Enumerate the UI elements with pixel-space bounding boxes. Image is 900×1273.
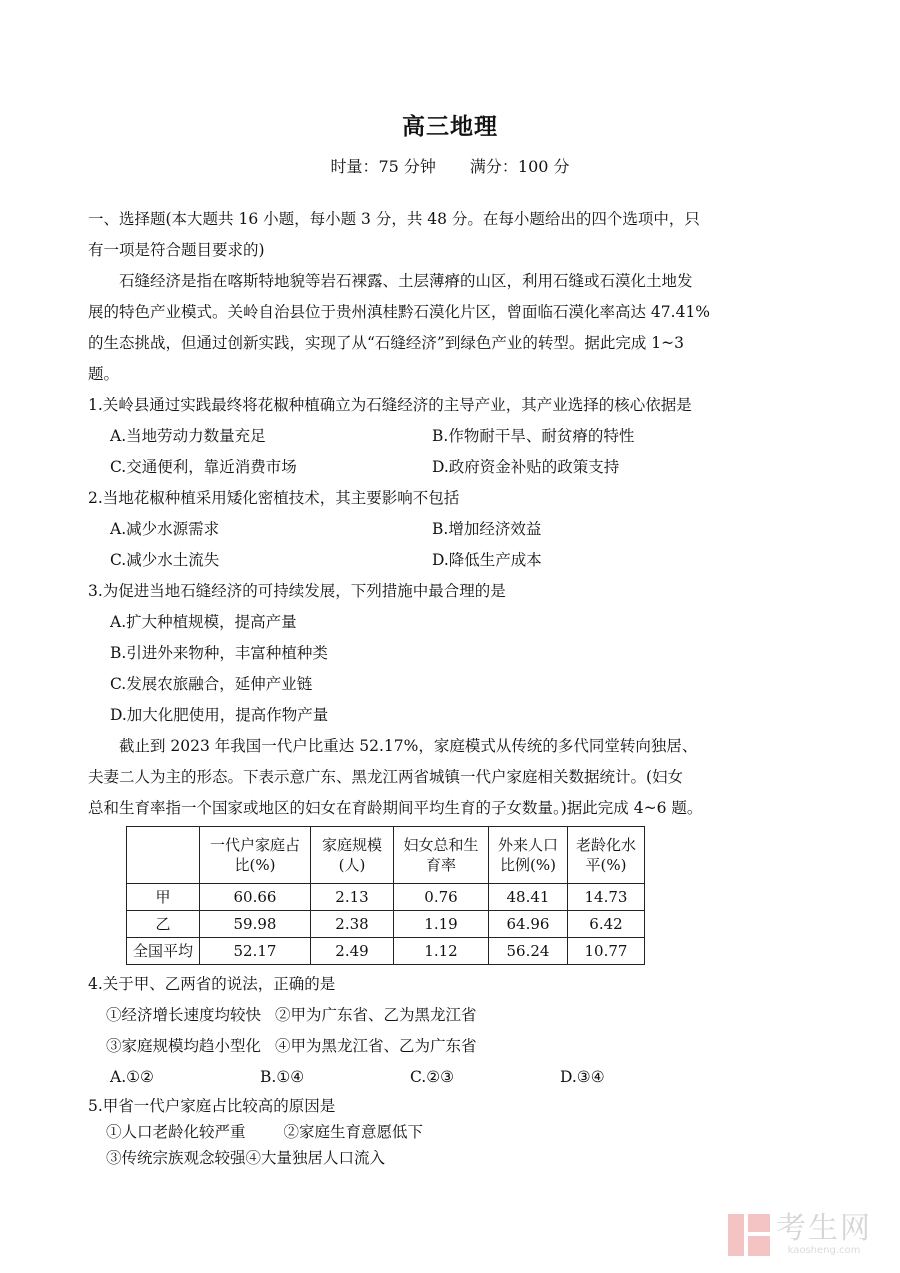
question-1-stem: 1.关岭县通过实践最终将花椒种植确立为石缝经济的主导产业，其产业选择的核心依据是 [88,396,692,414]
q4-option-d: D.③④ [560,1068,605,1086]
q2-option-b: B.增加经济效益 [432,520,542,538]
passage1-line4: 题。 [88,365,120,383]
q3-option-a: A.扩大种植规模，提高产量 [110,613,297,631]
q4-statement-1: ①经济增长速度均较快 [106,1006,262,1024]
household-data-table [126,826,645,965]
table-cell: 14.73 [568,884,645,911]
passage1-line2: 展的特色产业模式。关岭自治县位于贵州滇桂黔石漠化片区，曾面临石漠化率高达 47.41% [88,303,711,321]
q4-statement-4: ④甲为黑龙江省、乙为广东省 [275,1037,477,1055]
passage2-line3: 总和生育率指一个国家或地区的妇女在育龄期间平均生育的子女数量。)据此完成 4~6 题。 [88,799,703,817]
q3-option-d: D.加大化肥使用，提高作物产量 [110,706,329,724]
q1-option-b: B.作物耐干旱、耐贫瘠的特性 [432,427,635,445]
section-instructions-line2: 有一项是符合题目要求的) [88,241,265,259]
question-2-stem: 2.当地花椒种植采用矮化密植技术，其主要影响不包括 [88,489,460,507]
table-cell: 甲 [127,884,200,911]
q3-option-b: B.引进外来物种，丰富种植种类 [110,644,328,662]
question-2-options-row1 [88,514,808,545]
q3-option-c: C.发展农旅融合，延伸产业链 [110,675,313,693]
question-1-options-row1 [88,421,808,452]
q1-option-a: A.当地劳动力数量充足 [110,427,266,445]
table-cell: 1.12 [394,938,489,965]
q2-option-d: D.降低生产成本 [432,551,542,569]
full-score: 满分：100 分 [469,157,570,176]
time-limit: 时量：75 分钟 [330,157,436,176]
table-cell: 10.77 [568,938,645,965]
table-cell: 48.41 [489,884,568,911]
table-header-cell: 一代户家庭占比(%) [200,827,311,884]
question-2-options-row2 [88,545,808,576]
passage1-line3: 的生态挑战，但通过创新实践，实现了从“石缝经济”到绿色产业的转型。据此完成 1~3 [88,334,684,352]
q5-statements-row2 [88,1145,808,1171]
table-header-row [127,827,645,884]
table-cell: 2.49 [311,938,394,965]
q4-statement-3: ③家庭规模均趋小型化 [106,1037,262,1055]
q4-option-c: C.②③ [410,1068,455,1086]
table-header-cell: 妇女总和生育率 [394,827,489,884]
table-header-cell [127,827,200,884]
q2-option-a: A.减少水源需求 [110,520,220,538]
question-4-options [88,1062,808,1093]
table-cell: 56.24 [489,938,568,965]
question-3-stem: 3.为促进当地石缝经济的可持续发展，下列措施中最合理的是 [88,582,506,600]
exam-info [0,154,900,177]
passage1-line1: 石缝经济是指在喀斯特地貌等岩石裸露、土层薄瘠的山区，利用石缝或石漠化土地发 [119,272,693,290]
table-row [127,884,645,911]
q4-option-b: B.①④ [260,1068,305,1086]
q4-statements-row2 [88,1031,808,1062]
page-title: 高三地理 [402,114,498,140]
table-cell: 1.19 [394,911,489,938]
table-header-cell: 外来人口比例(%) [489,827,568,884]
watermark-logo-icon [728,1214,770,1256]
q5-statement-2: ②家庭生育意愿低下 [283,1123,424,1141]
watermark [728,1213,872,1257]
q4-statements-row1 [88,1000,808,1031]
table-cell: 59.98 [200,911,311,938]
q2-option-c: C.减少水土流失 [110,551,220,569]
table-cell: 60.66 [200,884,311,911]
table-cell: 52.17 [200,938,311,965]
q1-option-c: C.交通便利，靠近消费市场 [110,458,297,476]
q5-statement-4: ④大量独居人口流入 [245,1149,386,1167]
question-5-stem: 5.甲省一代户家庭占比较高的原因是 [88,1097,336,1115]
q4-option-a: A.①② [110,1068,154,1086]
q5-statement-1: ①人口老龄化较严重 [106,1123,246,1141]
question-4-stem: 4.关于甲、乙两省的说法，正确的是 [88,975,336,993]
q5-statements-row1 [88,1119,808,1145]
q1-option-d: D.政府资金补贴的政策支持 [432,458,620,476]
table-cell: 2.13 [311,884,394,911]
table-cell: 2.38 [311,911,394,938]
watermark-domain: kaosheng.com [787,1245,861,1256]
q5-statement-3: ③传统宗族观念较强 [106,1149,246,1167]
table-header-cell: 老龄化水平(%) [568,827,645,884]
watermark-text: 考生网 [776,1211,872,1246]
passage2-line1: 截止到 2023 年我国一代户比重达 52.17%，家庭模式从传统的多代同堂转向独居、 [119,737,698,755]
table-cell: 6.42 [568,911,645,938]
table-row [127,938,645,965]
table-cell: 乙 [127,911,200,938]
exam-body [88,204,808,1171]
section-instructions-line1: 一、选择题(本大题共 16 小题，每小题 3 分，共 48 分。在每小题给出的四个选项中，只 [88,210,700,228]
question-1-options-row2 [88,452,808,483]
table-row [127,911,645,938]
table-cell: 0.76 [394,884,489,911]
passage2-line2: 夫妻二人为主的形态。下表示意广东、黑龙江两省城镇一代户家庭相关数据统计。(妇女 [88,768,684,786]
q4-statement-2: ②甲为广东省、乙为黑龙江省 [275,1006,477,1024]
table-cell: 全国平均 [127,938,200,965]
table-cell: 64.96 [489,911,568,938]
table-header-cell: 家庭规模(人) [311,827,394,884]
